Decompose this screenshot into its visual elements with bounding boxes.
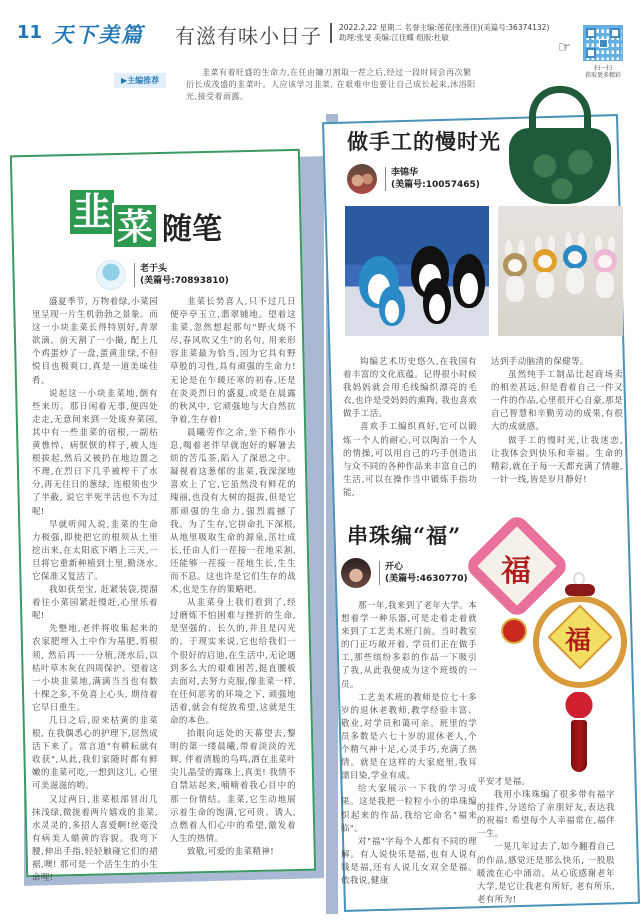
article-column-1: 盛夏季节, 万物着绿,小菜园里呈现一片生机勃勃之景象。而这一小块韭菜长得特别好,青翠欲滴。前天割了一小撮, 配上几个鸡蛋炒了一盘,蛋黄韭绿,不但悦目也极爽口,真是一道美味佳肴。 说起这一小块韭菜地,倒有些来历。那日闲着无事,便四处走走,无意间来到一处废弃菜园,其中有一些韭菜的宿根,一副枯黄憔悴、病恹恹的样子,被人连根拔起,然后又被扔在地边置之不理,在烈日下几乎被榨干了水分,再无往日的葱绿, 连根须也少了半截, 说它半死半活也不为过呢! 早就听闻人说,韭菜的生命力极强,即使把它的根须从土里挖出来,在太阳底下晒上三天,一旦将它重新种植到土里,勤浇水,它保准又复活了。 我如获至宝, 赶紧装袋,提溜着往小菜园紧赶慢赶,心里乐着呢! 先整地,老伴将收集起来的农家肥埋入土中作为基肥,剪根须, 然后再一一分植,浇水后,以枯叶草木灰在四周保护。望着这一小块韭菜地,满满当当也有数十棵之多,不免喜上心头, 期待着它早日重生。 几日之后,原来枯黄的韭菜根, 在我偶悉心的护理下,居然成活下来了。常言道"有耕耘就有收获",从此,我们家随时都有鲜嫩的韭菜可吃,一想到这儿, 心里可美滋滋的哟。 又过两日,韭菜根部冒出几抹浅绿,微拢着两片嬉戏的韭菜,水灵灵的,多招人喜爱啊!丝毫没有病美人蜡黄的容貌。我弯下腰,伸出手指,轻轻触碰它们的裙裾,噢! 那可是一个活生生的小生命哩!	[32, 297, 158, 884]
article-column-1: 那一年,我来到了老年大学。本想着学一种乐器,可是走着走着就来到了工艺美术班门前。当时教室的门正巧敞开着, 学员们正在做手工,那些缤纷多彩的作品一下吸引了我,从此我便成为这个班级的一员。 工艺美术班的教师是位七十多岁的退休老教师,教学经验丰富、敬业,对学员和蔼可亲。班里的学员多数是六七十岁的退休老人,个个精气神十足,心灵手巧,充满了热情。就是在这样的大家庭里,我耳濡目染,学业有成。 给大家展示一下我的学习成果。这是我把一粒粒小小的串珠编织起来的作品,我给它命名"福来临"。 对"福"字每个人都有不同的理解。有人说快乐是福,也有人说有钱是福,还有人说儿女双全是福。依我说,健康	[341, 601, 477, 886]
right-articles	[333, 118, 629, 908]
qr-code-block[interactable]	[583, 25, 623, 79]
page-number: 11	[17, 22, 43, 43]
title-char-box-1: 韭	[70, 190, 114, 234]
qr-code-icon[interactable]	[583, 25, 623, 61]
pointing-hand-icon: ☞	[558, 38, 572, 56]
meta-line-1: 2022.2.22 星期二 名誉主编:莲花(张莲佳)(美篇号:36374132)	[339, 23, 550, 32]
article-column-1: 钩编艺术历史悠久,在我国有着丰富的文化底蕴。记得很小时候我妈妈就会用毛线编织漂亮的毛衣,也许是受妈妈的熏陶, 我也喜欢做手工活。 喜欢手工编织真好,它可以锻炼一个人的耐心,可以陶冶一个人的情操,可以用自己的巧手创造出与众不同的各种作品来丰富自己的生活,可以在操作当中锻炼手指功能,	[343, 357, 477, 498]
article-title-handcraft: 做手工的慢时光	[347, 129, 501, 154]
article-column-2: 平安才是福。 我用小珠珠编了很多带有福字的挂件,分送给了亲朋好友,表达我的祝福! 希望每个人幸福常在,福伴一生。 一晃几年过去了,如今翻看自己的作品,感觉还是那么快乐, 一股股暖流在心中涌动。从心底感谢老年大学,是它让我老有所好, 老有所乐,老有所为!	[477, 777, 615, 905]
author-byline	[347, 164, 480, 194]
author-name: 老于头	[140, 264, 168, 274]
edition-meta	[330, 23, 549, 43]
author-byline	[96, 260, 229, 290]
editor-recommendation-text: 韭菜有着旺盛的生命力,在任由镰刀割取一茬之后,经过一段时间会再次繁衍长成茂盛的韭菜叶。人应该学习韭菜, 在艰难中也要让自己成长起来,沐浴阳光,接受着雨露。	[186, 68, 476, 101]
title-text: 随笔	[162, 212, 222, 247]
editor-recommendation-tag: ▶主编推荐	[114, 73, 166, 88]
avatar	[347, 164, 377, 194]
brand-logo: 天下美篇	[52, 22, 144, 47]
author-name: 李锦华	[391, 168, 419, 178]
author-name: 开心	[385, 562, 404, 572]
article-column-2: 韭菜长势喜人,只不过几日便亭亭玉立,翡翠铺地。望着这韭菜,忽然想起那句"野火烧不尽,春风吹又生"的名句, 用来形容韭菜最为恰当,因为它具有野草般的习性,具有顽强的生命力! 无论是在乍暖还寒的初春,还是在炎炎烈日的盛夏,或是在晨露的秋风中, 它顽强地与大自然抗争着,生存着! 晨曦劳作之余,坐下稍作小息,喝着老伴早就泡好的解暑去烦的苦瓜茶,陷入了深思之中。凝视着这葱郁的韭菜,我深深地喜欢上了它,它虽然没有鲜花的瑰丽,也没有大树的挺拔,但是它那顽强的生命力,强烈震撼了我。为了生存,它拼命扎下深根,从地里吸取生命的源泉,茁壮成长,任由人们一茬接一茬地采割,还能够一茬接一茬地生长,生生而不息。这也许是它们生存的战术,也是生存的策略吧。 从韭菜身上我们看到了,经过磨炼不怕困难与挫折的生命,是坚强的、长久的,并且是闪光的。于现实来说,它也给我们一个很好的启迪,在生活中,无论遇到多么大的艰难困苦,挺直腰板去面对,去努力克服,像韭菜一样,在任何恶劣的环境之下, 顽强地活着,就会有绽放希望,这就是生命的本色。 抬眼向远处的天幕望去,黎明的第一缕晨曦,带着淡淡的光辉, 伴着清脆的鸟鸣,洒在韭菜叶尖儿晶莹的露珠上,真美! 我情不自禁站起来,喃喃着我心目中的那一份情结。韭菜,它生动地展示着生命的饱满,它可贵、诱人,点燃着人们心中的希望,激发着人生的热情。 致敬,可爱的韭菜精神!	[170, 297, 296, 857]
knitted-bag-image	[509, 86, 611, 208]
beaded-fu-ornament-heart: 福	[531, 568, 629, 778]
avatar	[341, 558, 371, 588]
author-id: (美篇号:10057465)	[391, 180, 480, 190]
author-id: (美篇号:4630770)	[385, 574, 468, 584]
author-id: (美篇号:70893810)	[140, 276, 229, 286]
title-char-box-2: 菜	[112, 203, 156, 247]
beaded-fu-ornament-pink: 福	[475, 518, 559, 648]
article-title-beaded-fu: 串珠编“福”	[347, 523, 462, 548]
meta-line-2: 助理:张旻 美编:江佳蝶 组版:杜敏	[339, 33, 449, 42]
author-byline	[341, 558, 468, 588]
avatar-dolphin-icon	[96, 260, 126, 290]
qr-caption: 扫一扫 获取更多精彩	[584, 65, 621, 79]
article-chive-essay	[18, 152, 308, 884]
crochet-penguins-photo	[345, 206, 489, 336]
crochet-bunnies-photo	[498, 206, 623, 336]
column-title: 有滋有味小日子	[175, 24, 322, 48]
article-column-2: 达到手动脑清的保健等。 虽然纯手工制品比起商场卖的相差甚远,但是看着自己一件又一件的作品,心里很开心自豪,那是自己智慧和辛勤劳动的成果,有很大的成就感。 做手工的慢时光,让我迷恋, 让我体会到快乐和幸福。生命的精彩,就在于每一天都充满了情趣,一针一线,皆是岁月静好!	[491, 357, 623, 485]
